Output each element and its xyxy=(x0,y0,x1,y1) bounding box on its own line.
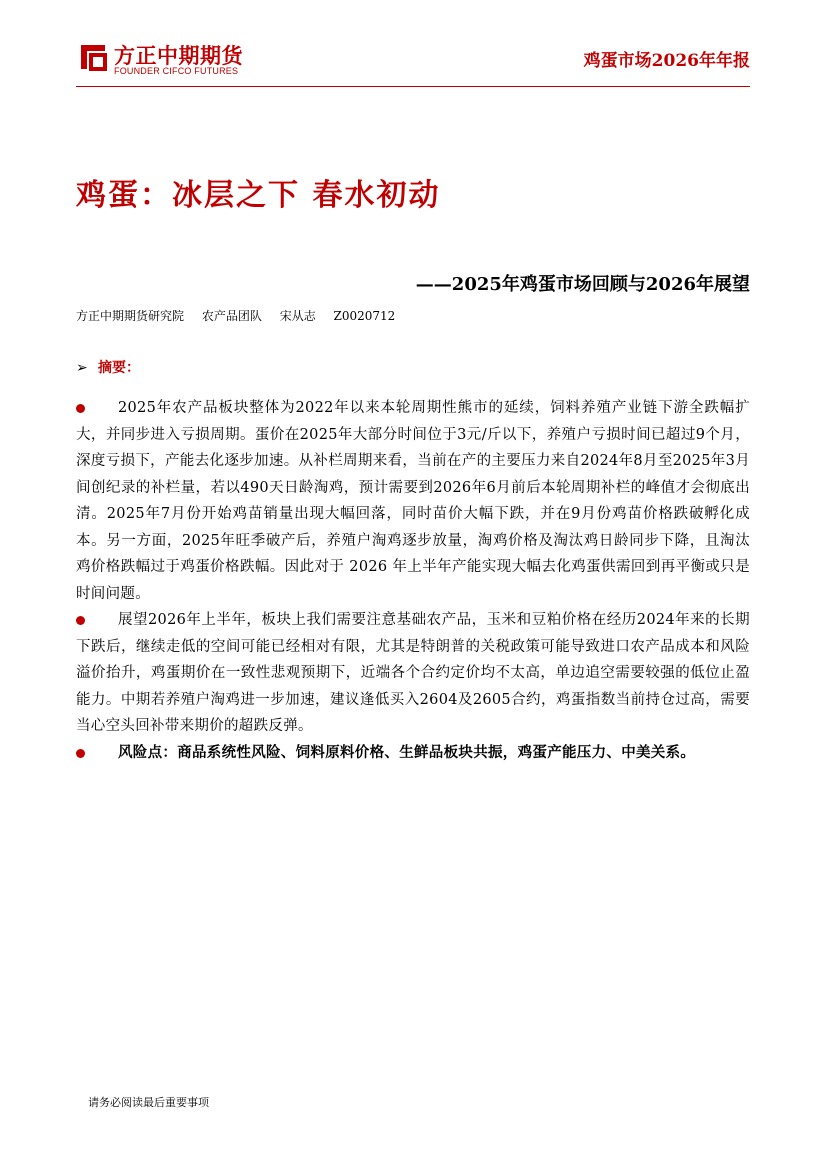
license-number: Z0020712 xyxy=(333,309,396,323)
header-divider xyxy=(76,86,750,87)
summary-heading-label: 摘要： xyxy=(98,360,140,376)
summary-paragraph: 2025年农产品板块整体为2022年以来本轮周期性熊市的延续，饲料养殖产业链下游全跌幅扩大，并同步进入亏损周期。蛋价在2025年大部分时间位于3元/斤以下，养殖户亏损时间已超过9个月，深度亏损下，产能去化逐步加速。从补栏周期来看，当前在产的主要压力来自2024年8月至2025年3月间创纪录的补栏量，若以490天日龄淘鸡，预计需要到2026年6月前后本轮周期补栏的峰值才会彻底出清。2025年7月份开始鸡苗销量出现大幅回落，同时苗价大幅下跌，并在9月份鸡苗价格跌破孵化成本。另一方面，2025年旺季破产后，养殖户淘鸡逐步放量，淘鸡价格及淘汰鸡日龄同步下降，且淘汰鸡价格跌幅过于鸡蛋价格跌幅。因此对于 2026 年上半年产能实现大幅去化鸡蛋供需回到再平衡或只是时间问题。 xyxy=(76,400,750,602)
summary-paragraph: 展望2026年上半年，板块上我们需要注意基础农产品，玉米和豆粕价格在经历2024年来的长期下跌后，继续走低的空间可能已经相对有限，尤其是特朗普的关税政策可能导致进口农产品成本和风险溢价抬升，鸡蛋期价在一致性悲观预期下，近端各个合约定价均不太高，单边追空需要较强的低位止盈能力。中期若养殖户淘鸡进一步加速，建议逢低买入2604及2605合约，鸡蛋指数当前持仓过高，需要当心空头回补带来期价的超跌反弹。 xyxy=(76,612,750,734)
summary-heading xyxy=(76,357,140,377)
byline xyxy=(76,307,409,324)
risk-paragraph: 风险点：商品系统性风险、饲料原料价格、生鲜品板块共振，鸡蛋产能压力、中美关系。 xyxy=(118,743,696,761)
summary-bullet xyxy=(76,607,750,740)
team-name: 农产品团队 xyxy=(201,309,262,323)
bullet-dot-icon xyxy=(76,404,85,413)
company-logo xyxy=(78,40,253,82)
footer-notice: 请务必阅读最后重要事项 xyxy=(88,1096,209,1109)
report-subtitle: ——2025年鸡蛋市场回顾与2026年展望 xyxy=(415,274,750,295)
summary-bullets xyxy=(76,395,750,766)
logo-chinese-name: 方正中期期货 xyxy=(114,44,243,68)
founder-logo-icon xyxy=(78,42,108,72)
report-tag: 鸡蛋市场2026年年报 xyxy=(583,51,750,71)
bullet-dot-icon xyxy=(76,616,85,625)
page-header xyxy=(0,0,826,90)
bullet-dot-icon xyxy=(76,749,85,758)
report-title: 鸡蛋：冰层之下 春水初动 xyxy=(76,178,441,213)
arrow-bullet-icon: ➢ xyxy=(76,360,88,376)
author-name: 宋从志 xyxy=(279,309,316,323)
institute-name: 方正中期期货研究院 xyxy=(76,309,185,323)
logo-english-name: FOUNDER CIFCO FUTURES xyxy=(114,66,239,76)
summary-bullet xyxy=(76,395,750,607)
risk-bullet xyxy=(76,740,750,767)
